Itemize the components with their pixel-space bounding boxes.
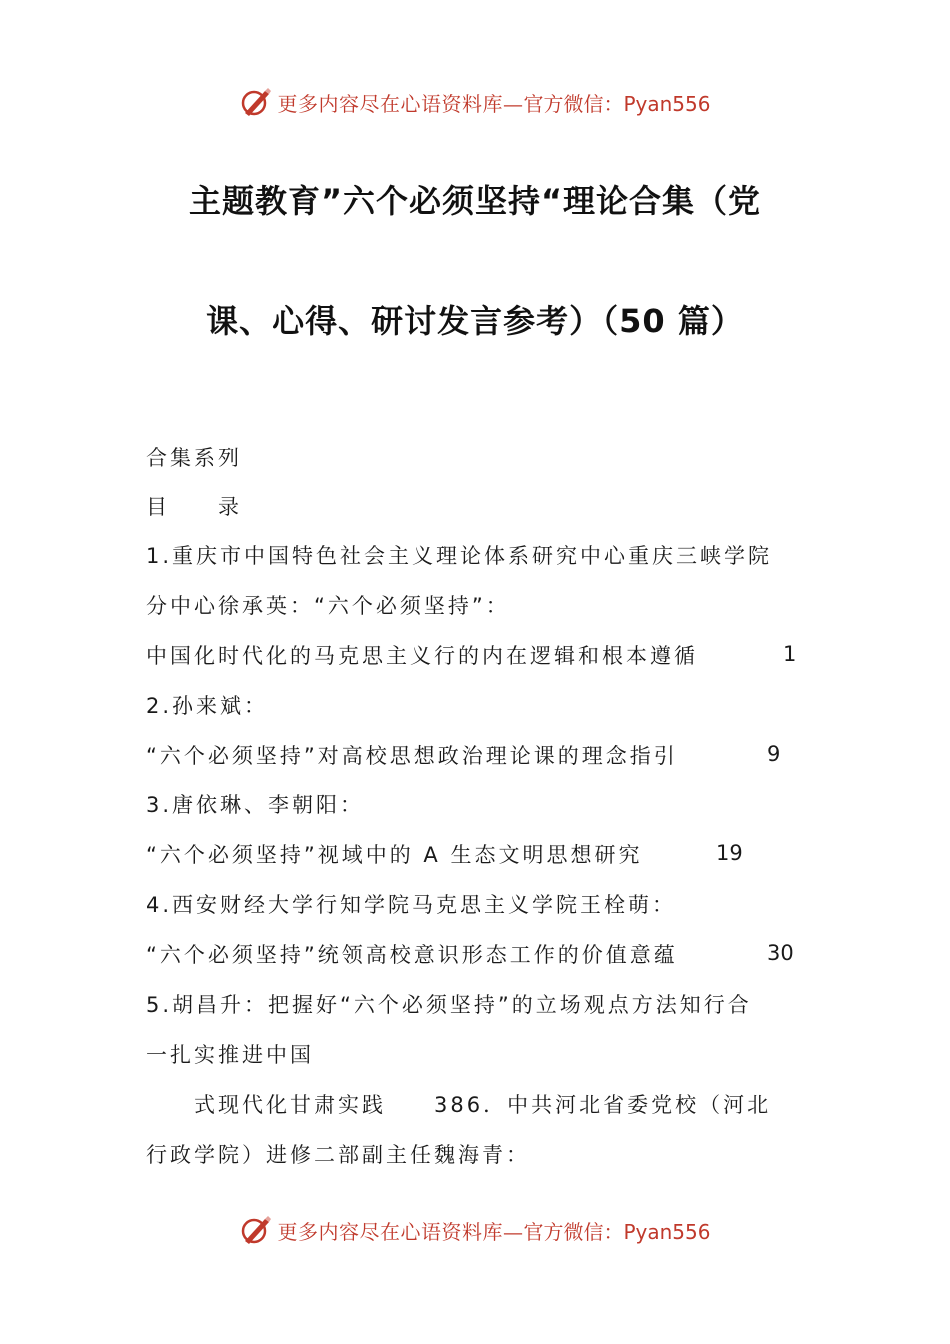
toc-line: 一扎实推进中国 [146,1043,314,1067]
toc-page-number: 1 [783,642,797,666]
toc-line: 1.重庆市中国特色社会主义理论体系研究中心重庆三峡学院 [146,544,773,568]
toc-line: 4.西安财经大学行知学院马克思主义学院王栓萌： [146,893,677,917]
toc-line: “六个必须坚持”统领高校意识形态工作的价值意蕴 [146,943,678,967]
document-title-line2: 课、心得、研讨发言参考）（50 篇） [206,302,744,340]
toc-line: “六个必须坚持”对高校思想政治理论课的理念指引 [146,744,678,768]
pen-logo-icon [239,1213,273,1247]
series-label: 合集系列 [146,446,242,470]
toc-line: “六个必须坚持”视域中的 A 生态文明思想研究 [146,843,643,867]
toc-line: 分中心徐承英：“六个必须坚持”： [146,594,510,618]
header-watermark [0,82,950,122]
toc-line: 5.胡昌升：把握好“六个必须坚持”的立场观点方法知行合 [146,993,752,1017]
banner-wechat: 官方微信：Pyan556 [523,1219,711,1244]
toc-line: 2.孙来斌： [146,694,269,718]
pen-logo-icon [239,85,273,119]
document-title-line1: 主题教育”六个必须坚持“理论合集（党 [188,182,762,220]
banner-text: 更多内容尽在心语资料库— [277,1219,524,1244]
toc-page-number: 30 [767,941,794,965]
toc-heading: 目 录 [146,495,242,519]
toc-page-number: 9 [767,742,781,766]
toc-line: 3.唐依琳、李朝阳： [146,793,365,817]
banner-text: 更多内容尽在心语资料库— [277,91,524,116]
toc-line: 行政学院）进修二部副主任魏海青： [146,1143,530,1167]
footer-watermark [0,1210,950,1250]
toc-page-number: 19 [716,841,743,865]
toc-line: 中国化时代化的马克思主义行的内在逻辑和根本遵循 [146,644,698,668]
toc-line: 式现代化甘肃实践 386．中共河北省委党校（河北 [146,1093,772,1117]
banner-wechat: 官方微信：Pyan556 [523,91,711,116]
